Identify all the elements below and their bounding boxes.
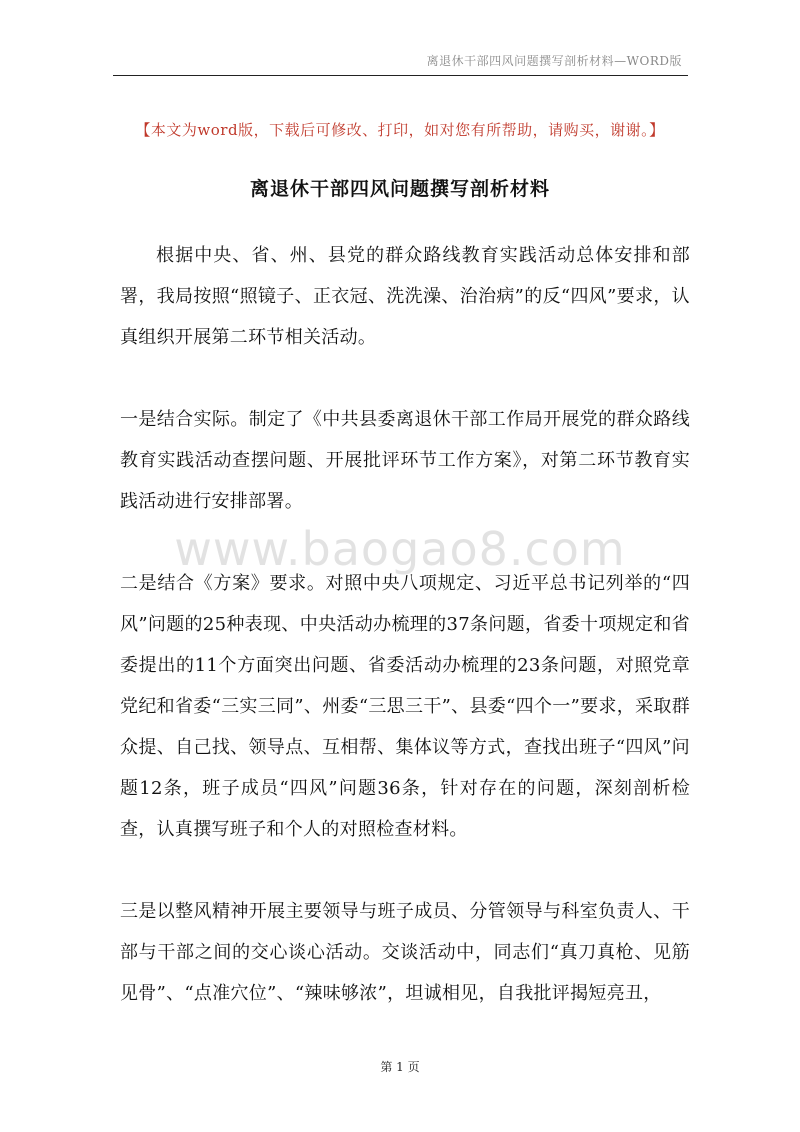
- paragraph-3: 三是以整风精神开展主要领导与班子成员、分管领导与科室负责人、干部与干部之间的交心谈心活动。交谈活动中，同志们“真刀真枪、见筋见骨”、“点准穴位”、“辣味够浓”，坦诚相见，自我批评揭短亮丑，: [120, 901, 690, 1004]
- paragraph-1: 一是结合实际。制定了《中共县委离退休干部工作局开展党的群众路线教育实践活动查摆问题、开展批评环节工作方案》，对第二环节教育实践活动进行安排部署。: [120, 409, 690, 512]
- watermark: www.baogao8.com: [174, 522, 626, 576]
- document-body: [120, 235, 690, 1014]
- document-title: 离退休干部四风问题撰写剖析材料: [249, 178, 550, 200]
- paragraph-intro: 根据中央、省、州、县党的群众路线教育实践活动总体安排和部署，我局按照“照镜子、正衣冠、洗洗澡、治治病”的反“四风”要求，认真组织开展第二环节相关活动。: [120, 245, 690, 348]
- purchase-notice: 【本文为word版，下载后可修改、打印，如对您有所帮助，请购买，谢谢。】: [135, 121, 665, 139]
- header-divider: [113, 75, 688, 76]
- paragraph-gap: [120, 522, 690, 563]
- page-number: 第 1 页: [380, 1060, 420, 1074]
- paragraph-gap: [120, 358, 690, 399]
- paragraph-gap: [120, 850, 690, 891]
- running-header: 离退休干部四风问题撰写剖析材料—WORD版: [426, 54, 682, 68]
- paragraph-2: 二是结合《方案》要求。对照中央八项规定、习近平总书记列举的“四风”问题的25种表现、中央活动办梳理的37条问题，省委十项规定和省委提出的11个方面突出问题、省委活动办梳理的23条问题，对照党章党纪和省委“三实三同”、州委“三思三干”、县委“四个一”要求，采取群众提、自己找、领导点、互相帮、集体议等方式，查找出班子“四风”问题12条，班子成员“四风”问题36条，针对存在的问题，深刻剖析检查，认真撰写班子和个人的对照检查材料。: [120, 573, 690, 840]
